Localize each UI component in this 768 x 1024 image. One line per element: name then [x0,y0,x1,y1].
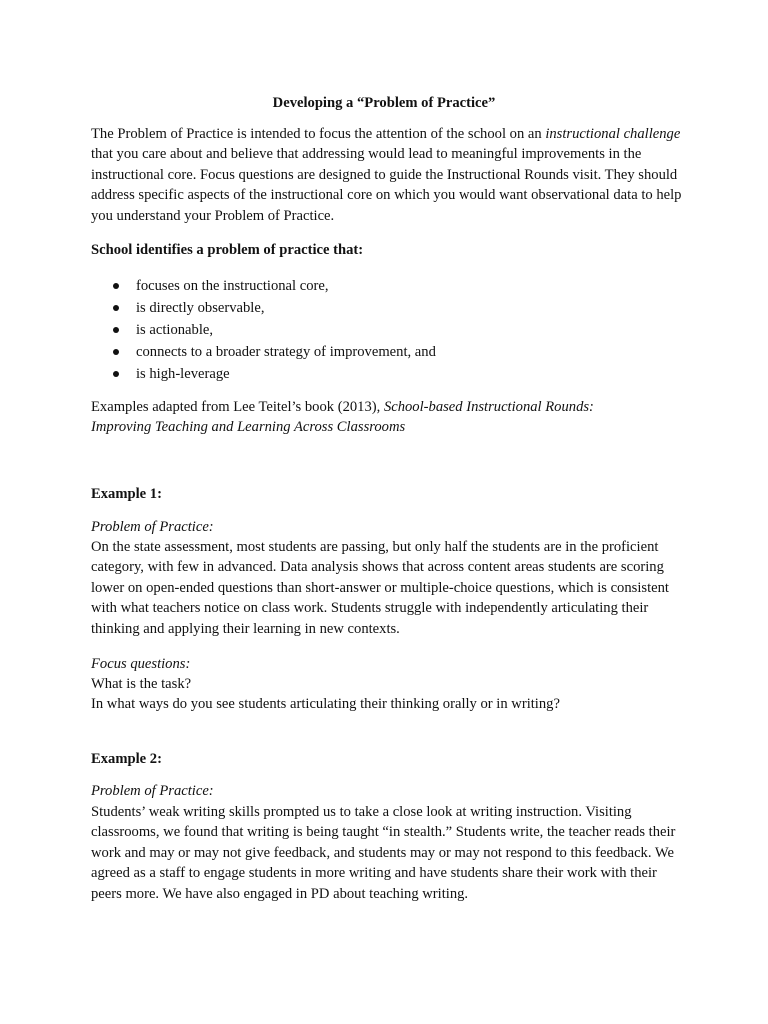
bullet-icon [113,305,119,311]
criteria-item-text: is directly observable, [136,300,265,316]
criteria-item [91,342,651,364]
source-prefix: Examples adapted from Lee Teitel’s book (2013), [91,399,384,415]
bullet-icon [113,371,119,377]
criteria-item [91,364,651,386]
example-1-focus-question-1: What is the task? [91,676,192,692]
bullet-icon [113,283,119,289]
bullet-icon [113,349,119,355]
intro-text-rest: that you care about and believe that addressing would lead to meaningful improvements in the instructional core. Focus questions are designed to guide the Instructional Rounds visit. They should address specific aspects of the instructional core on which you would want observational data to help you understand your Problem of Practice. [91,146,682,224]
bullet-icon [113,327,119,333]
example-1-pop-label: Problem of Practice: [91,519,214,535]
criteria-item-text: connects to a broader strategy of improvement, and [136,344,436,360]
intro-text-italic: instructional challenge [545,126,681,142]
example-1-focus-question-2: In what ways do you see students articulating their thinking orally or in writing? [91,696,560,712]
source-book-title-line1: School-based Instructional Rounds: [383,399,594,415]
example-2-pop-text: Students’ weak writing skills prompted us to take a close look at writing instruction. Visiting classrooms, we found that writing is being taught “in stealth.” Students write, the teacher reads their work and may or may not give feedback, and students may or may not respond to this feedback. We agreed as a staff to engage students in more writing and have students share their work with their peers more. We have also engaged in PD about teaching writing. [91,804,676,902]
source-book-title-line2: Improving Teaching and Learning Across Classrooms [91,419,406,436]
criteria-list [91,276,651,386]
example-1-heading: Example 1: [91,486,162,502]
example-1-focus-label: Focus questions: [91,656,191,672]
criteria-item-text: is high-leverage [136,366,230,382]
criteria-item-text: focuses on the instructional core, [136,278,329,294]
criteria-item [91,276,651,298]
example-2-pop-label: Problem of Practice: [91,783,214,799]
intro-paragraph [91,124,687,226]
document-title: Developing a “Problem of Practice” [272,95,496,111]
criteria-item-text: is actionable, [136,322,213,338]
source-citation [91,397,687,438]
example-1-pop-text: On the state assessment, most students are passing, but only half the students are in the proficient category, with few in advanced. Data analysis shows that across content areas students are scoring lower on open-ended questions than short-answer or multiple-choice questions, which is consistent with what teachers notice on class work. Students struggle with independently articulating their thinking and applying their learning in new contexts. [91,539,669,637]
criteria-heading: School identifies a problem of practice that: [91,242,364,258]
criteria-item [91,298,651,320]
intro-text-start: The Problem of Practice is intended to focus the attention of the school on an [91,126,546,142]
example-2-heading: Example 2: [91,751,162,767]
criteria-item [91,320,651,342]
